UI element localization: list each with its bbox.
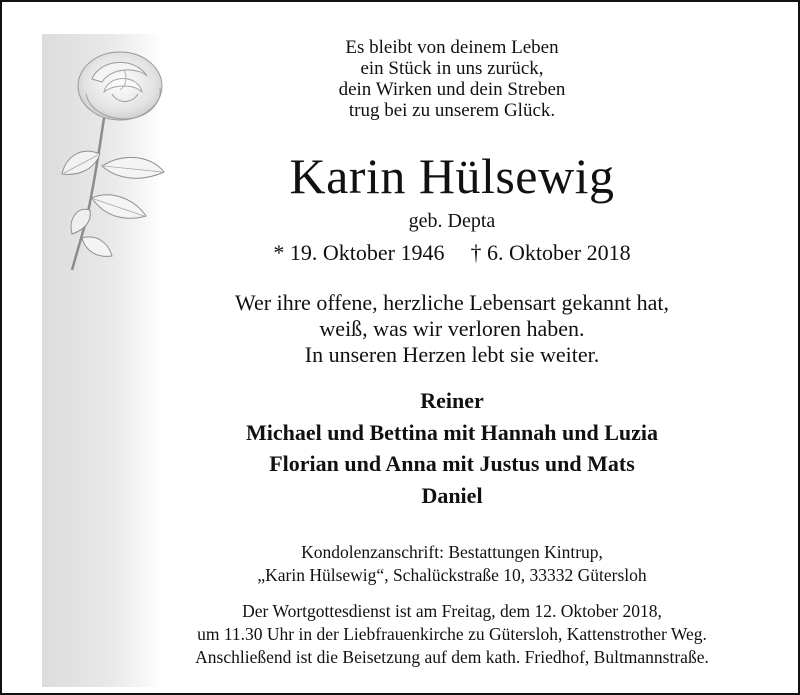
family-members xyxy=(142,385,762,511)
verse-line: trug bei zu unserem Glück. xyxy=(348,100,556,121)
service-line: um 11.30 Uhr in der Liebfrauenkirche zu Gütersloh, Kattenstrother Weg. xyxy=(197,624,707,644)
birth-date: * 19. Oktober 1946 xyxy=(273,240,445,265)
memorial-verse xyxy=(142,37,762,121)
family-line: Daniel xyxy=(421,482,483,508)
condolence-address xyxy=(142,541,762,587)
deceased-name: Karin Hülsewig xyxy=(289,148,615,204)
family-line: Reiner xyxy=(420,388,484,413)
verse-line: ein Stück in uns zurück, xyxy=(360,58,544,79)
quote-line: weiß, was wir verloren haben. xyxy=(319,316,585,341)
family-line: Michael und Bettina mit Hannah und Luzia xyxy=(246,419,658,445)
service-line: Anschließend ist die Beisetzung auf dem kath. Friedhof, Bultmannstraße. xyxy=(195,647,709,667)
family-line: Florian und Anna mit Justus und Mats xyxy=(269,451,635,476)
service-info xyxy=(142,600,762,669)
verse-line: Es bleibt von deinem Leben xyxy=(345,37,559,58)
life-dates xyxy=(142,240,762,266)
service-line: Der Wortgottesdienst ist am Freitag, dem 12. Oktober 2018, xyxy=(242,601,662,621)
condolence-line: „Karin Hülsewig“, Schalückstraße 10, 33332 Gütersloh xyxy=(257,565,647,585)
verse-line: dein Wirken und dein Streben xyxy=(338,79,566,100)
death-date: † 6. Oktober 2018 xyxy=(470,240,631,265)
quote-line: In unseren Herzen lebt sie weiter. xyxy=(304,342,600,367)
quote-line: Wer ihre offene, herzliche Lebensart gekannt hat, xyxy=(235,290,669,315)
memorial-quote xyxy=(142,290,762,368)
condolence-line: Kondolenzanschrift: Bestattungen Kintrup, xyxy=(301,542,603,562)
birth-name: geb. Depta xyxy=(408,210,496,232)
